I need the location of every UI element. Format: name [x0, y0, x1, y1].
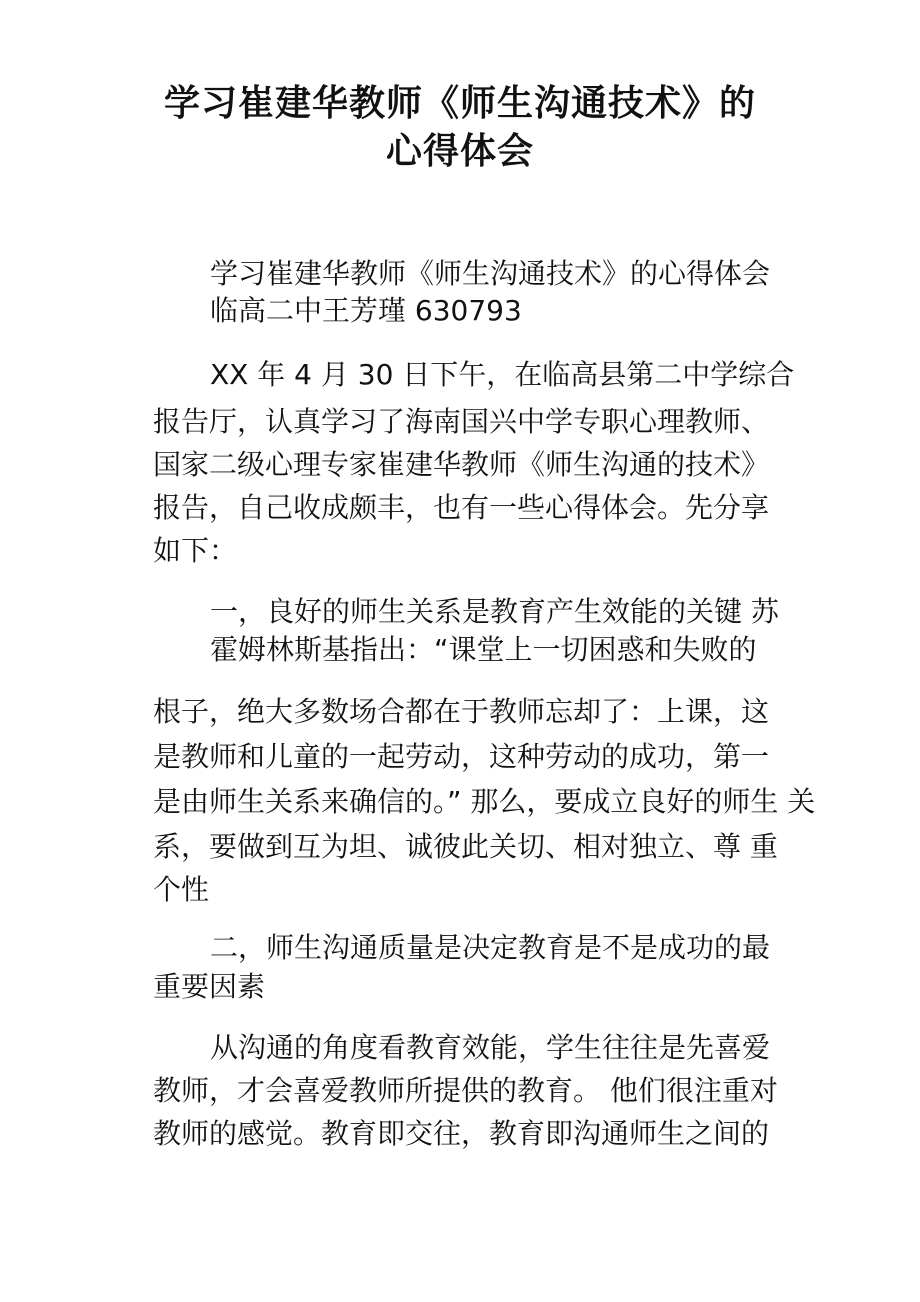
body-line: 霍姆林斯基指出：“课堂上一切困惑和失败的: [210, 633, 757, 666]
body-line: 是由师生关系来确信的。” 那么，要成立良好的师生 关: [153, 785, 816, 818]
body-line: 如下：: [153, 534, 238, 567]
body-line: 重要因素: [153, 970, 266, 1003]
body-line: 个性: [153, 873, 210, 906]
body-line: 从沟通的角度看教育效能，学生往往是先喜爱: [210, 1031, 771, 1064]
body-line: 根子，绝大多数场合都在于教师忘却了：上课，这: [153, 695, 770, 728]
body-line: 教师，才会喜爱教师所提供的教育。 他们很注重对: [153, 1074, 778, 1107]
body-line: 教师的感觉。教育即交往，教育即沟通师生之间的: [153, 1117, 770, 1150]
body-line: 学习崔建华教师《师生沟通技术》的心得体会: [210, 257, 771, 290]
body-line: 二，师生沟通质量是决定教育是不是成功的最: [210, 931, 771, 964]
body-line: XX 年 4 月 30 日下午，在临高县第二中学综合: [210, 358, 795, 391]
body-line: 报告，自己收成颇丰，也有一些心得体会。先分享: [153, 491, 770, 524]
body-line: 临高二中王芳瑾 630793: [210, 294, 522, 327]
body-line: 是教师和儿童的一起劳动，这种劳动的成功，第一: [153, 740, 770, 773]
body-line: 报告厅，认真学习了海南国兴中学专职心理教师、: [153, 405, 770, 438]
document-title-line-1: 学习崔建华教师《师生沟通技术》的: [163, 83, 756, 124]
body-line: 国家二级心理专家崔建华教师《师生沟通的技术》: [153, 448, 770, 481]
body-line: 系，要做到互为坦、诚彼此关切、相对独立、尊 重: [153, 830, 778, 863]
document-title-line-2: 心得体会: [385, 131, 534, 172]
body-line: 一，良好的师生关系是教育产生效能的关键 苏: [210, 595, 779, 628]
